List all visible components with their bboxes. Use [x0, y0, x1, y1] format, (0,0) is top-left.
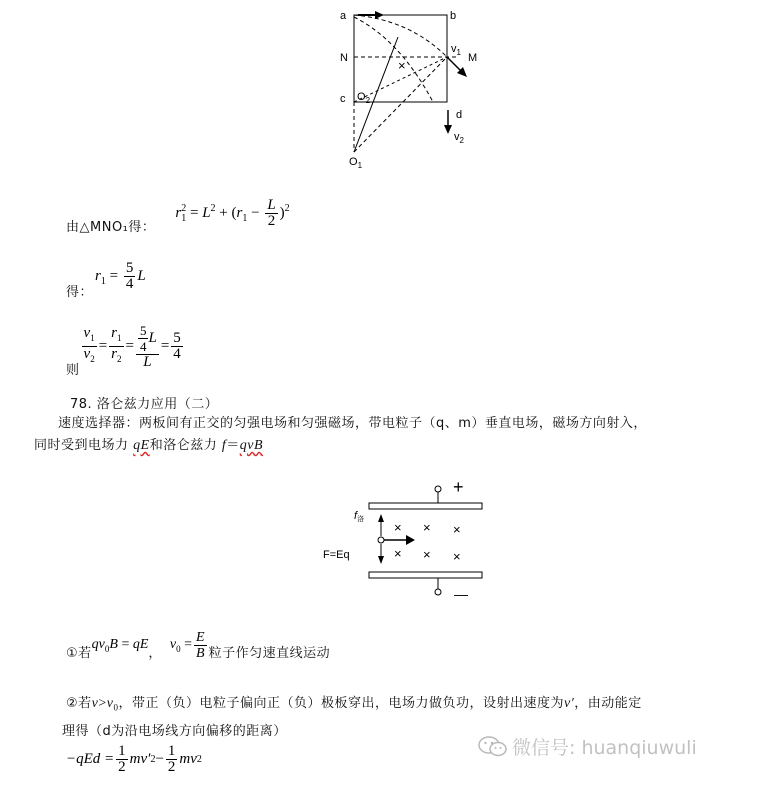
field-cross: × [394, 520, 402, 535]
particle [378, 537, 384, 543]
condition-1: ①若 $qv_0B$ = qE ， $v_0$ = $\frac{E}{B}$ 粒子作匀速直线运动 [66, 630, 331, 661]
label-a: a [340, 10, 347, 22]
equation-r1-squared: 由△MNO₁得： $r_1^2 = L^2 + (r_1$ − $\frac{L}{2}$ )$^2$ [66, 197, 290, 235]
plus-sign: + [453, 478, 464, 497]
paragraph-velocity-selector [34, 413, 768, 457]
velocity-selector-diagram [320, 478, 500, 603]
trajectory-dashed-arc [354, 15, 447, 57]
initial-velocity-arrow [375, 11, 384, 19]
equation-r1: 得： $r_1$ = $\frac{5}{4}$ L [66, 260, 146, 300]
wechat-watermark [478, 733, 697, 760]
paragraph-line-1: 速度选择器：两板间有正交的匀强电场和匀强磁场，带电粒子（q、m）垂直电场，磁场方向射入， [58, 416, 647, 431]
paragraph-line-2: 同时受到电场力 qE和洛仑兹力 f＝qvB [34, 438, 264, 453]
label-v1: $v_1$ [451, 43, 461, 57]
label-O1: $O_1$ [349, 156, 363, 170]
label-v2: $v_2$ [454, 131, 464, 145]
bottom-terminal [435, 589, 441, 595]
lorentz-force-label: f洛 [354, 510, 365, 523]
label-b: b [450, 10, 457, 22]
eq1-prefix: 由△MNO₁得： [66, 220, 156, 235]
field-cross: × [394, 546, 402, 561]
minus-sign: — [454, 586, 468, 602]
magnetic-cross: × [398, 58, 406, 73]
field-cross: × [453, 522, 461, 537]
eq2-prefix: 得： [66, 285, 94, 300]
watermark-text: 微信号: huanqiuwuli [512, 737, 697, 759]
v2-arrow [444, 125, 452, 134]
wechat-icon [478, 735, 508, 759]
electric-force-arrow [378, 556, 384, 564]
equation-velocity-ratio: 则 $\frac{v_1}{v_2}$ = $\frac{r_1}{r_2}$ = $\frac{5}{4}$ L L = $\frac{5}{4}$ [66, 323, 181, 378]
field-cross: × [423, 520, 431, 535]
label-d: d [456, 109, 463, 121]
lorentz-force-arrow [378, 514, 384, 522]
work-energy-equation: −qEd = $\frac{1}{2}$ mv′ 2 − $\frac{1}{2}$ mv 2 [66, 743, 202, 775]
trajectory-diagram [330, 0, 490, 175]
top-terminal [435, 486, 441, 492]
label-c: c [340, 93, 346, 105]
top-plate [369, 503, 482, 509]
bottom-plate [369, 572, 482, 578]
label-O2: $O_2$ [357, 91, 371, 105]
eq3-prefix: 则 [66, 363, 80, 378]
trajectory-dashed-arc-2 [354, 17, 433, 102]
electric-force-label: F=Eq [323, 549, 350, 561]
section-title: 78. 洛仑兹力应用（二） [70, 397, 219, 412]
velocity-arrow [406, 535, 415, 545]
label-M: M [468, 52, 478, 64]
field-cross: × [453, 549, 461, 564]
condition-2: ②若$v>v_0$，带正（负）电粒子偏向正（负）极板穿出，电场力做负功，设射出速度为v′，由动能定 理得（d为沿电场线方向偏移的距离） [62, 696, 642, 739]
label-N: N [340, 52, 348, 64]
field-cross: × [423, 547, 431, 562]
